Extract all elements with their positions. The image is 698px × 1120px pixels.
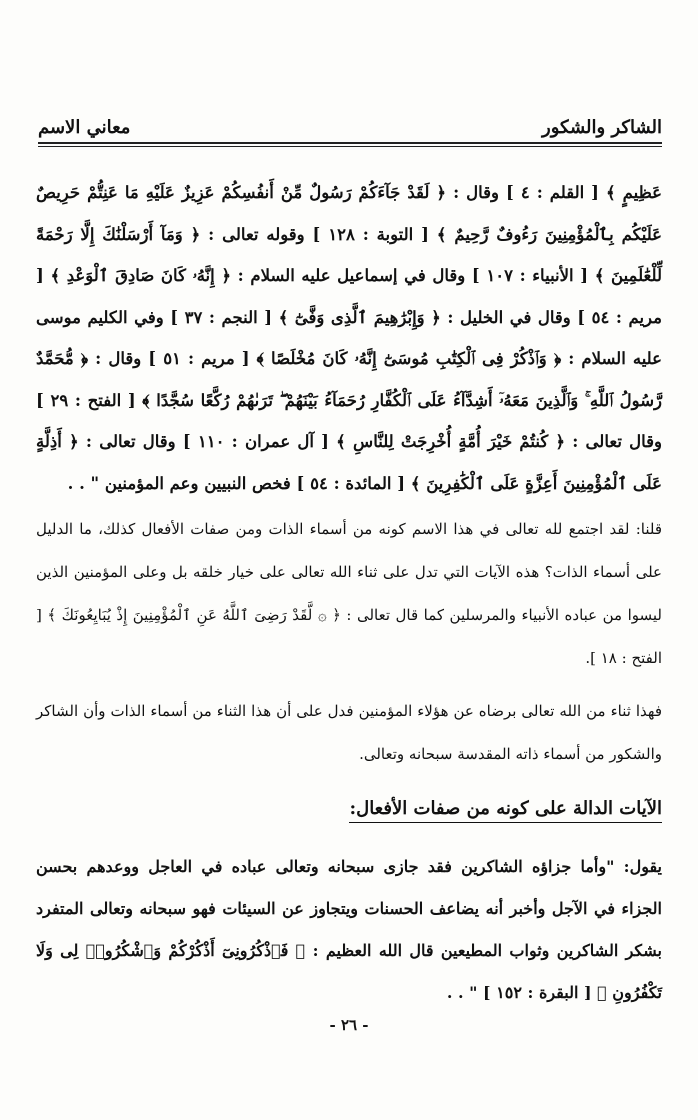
conclusion-paragraph bbox=[36, 690, 662, 776]
paragraph-text: يقول: "وأما جزاؤه الشاكرين فقد جازى سبحانه وتعالى عباده في العاجل ووعدهم بحسن الجزاء في الآجل وأخبر أنه يضاعف الحسنات ويتجاوز عن السيئات فهو سبحانه وتعالى المتفرد بشكر الشاكرين وثواب المطيعين قال الله العظيم : ﴿ فَٱذْكُرُونِىٓ أَذْكُرْكُمْ وَٱشْكُرُوا۟ لِى وَلَا تَكْفُرُونِ ﴾ [ البقرة : ١٥٢ ] " . . bbox=[36, 857, 662, 1002]
header-right-title: الشاكر والشكور bbox=[542, 117, 662, 138]
paragraph-text: عَظِيمٍ ﴾ [ القلم : ٤ ] وقال : ﴿ لَقَدْ جَآءَكُمْ رَسُولٌ مِّنْ أَنفُسِكُمْ عَزِيزٌ عَلَيْهِ مَا عَنِتُّمْ حَرِيصٌ عَلَيْكُم بِٱلْمُؤْمِنِينَ رَءُوفٌ رَّحِيمٌ ﴾ [ التوبة : ١٢٨ ] وقوله تعالى : ﴿ وَمَآ أَرْسَلْنَٰكَ إِلَّا رَحْمَةً لِّلْعَٰلَمِينَ ﴾ [ الأنبياء : ١٠٧ ] وقال في إسماعيل عليه السلام : ﴿ إِنَّهُۥ كَانَ صَادِقَ ٱلْوَعْدِ ﴾ [ مريم : ٥٤ ] وقال في الخليل : ﴿ وَإِبْرَٰهِيمَ ٱلَّذِى وَفَّىٰٓ ﴾ [ النجم : ٣٧ ] وفي الكليم موسى عليه السلام : ﴿ وَٱذْكُرْ فِى ٱلْكِتَٰبِ مُوسَىٰٓ إِنَّهُۥ كَانَ مُخْلَصًا ﴾ [ مريم : ٥١ ] وقال : ﴿ مُّحَمَّدٌ رَّسُولُ ٱللَّهِ ۚ وَٱلَّذِينَ مَعَهُۥٓ أَشِدَّآءُ عَلَى ٱلْكُفَّارِ رُحَمَآءُ بَيْنَهُمْ ۖ تَرَىٰهُمْ رُكَّعًا سُجَّدًا ﴾ [ الفتح : ٢٩ ] وقال تعالى : ﴿ كُنتُمْ خَيْرَ أُمَّةٍ أُخْرِجَتْ لِلنَّاسِ ﴾ [ آل عمران : ١١٠ ] وقال تعالى : ﴿ أَذِلَّةٍ عَلَى ٱلْمُؤْمِنِينَ أَعِزَّةٍ عَلَى ٱلْكَٰفِرِينَ ﴾ [ المائدة : ٥٤ ] فخص النبيين وعم المؤمنين " . . bbox=[36, 183, 663, 493]
quote-paragraph bbox=[36, 846, 662, 1014]
quran-citations-paragraph bbox=[36, 172, 662, 504]
header-rule-thin bbox=[38, 146, 662, 147]
paragraph-text: قلنا: لقد اجتمع لله تعالى في هذا الاسم كونه من أسماء الذات ومن صفات الأفعال كذلك، ما الدليل على أسماء الذات؟ هذه الآيات التي تدل على ثناء الله تعالى على خيار خلقه بل وعلى المؤمنين الذين ليسوا من عباده الأنبياء والمرسلين كما قال تعالى : ﴿ ۞ لَّقَدْ رَضِىَ ٱللَّهُ عَنِ ٱلْمُؤْمِنِينَ إِذْ يُبَايِعُونَكَ ﴾ [ الفتح : ١٨ ]. bbox=[36, 520, 662, 667]
section-heading: الآيات الدالة على كونه من صفات الأفعال: bbox=[349, 798, 662, 823]
running-header bbox=[38, 108, 662, 138]
paragraph-text: فهذا ثناء من الله تعالى برضاه عن هؤلاء المؤمنين فدل على أن هذا الثناء من أسماء الذات وأن الشاكر والشكور من أسماء ذاته المقدسة سبحانه وتعالى. bbox=[36, 702, 662, 763]
header-rule bbox=[38, 142, 662, 144]
page-number: - ٢٦ - bbox=[329, 1016, 369, 1034]
explanation-paragraph bbox=[36, 508, 662, 680]
header-left-title: معاني الاسم bbox=[38, 117, 131, 138]
